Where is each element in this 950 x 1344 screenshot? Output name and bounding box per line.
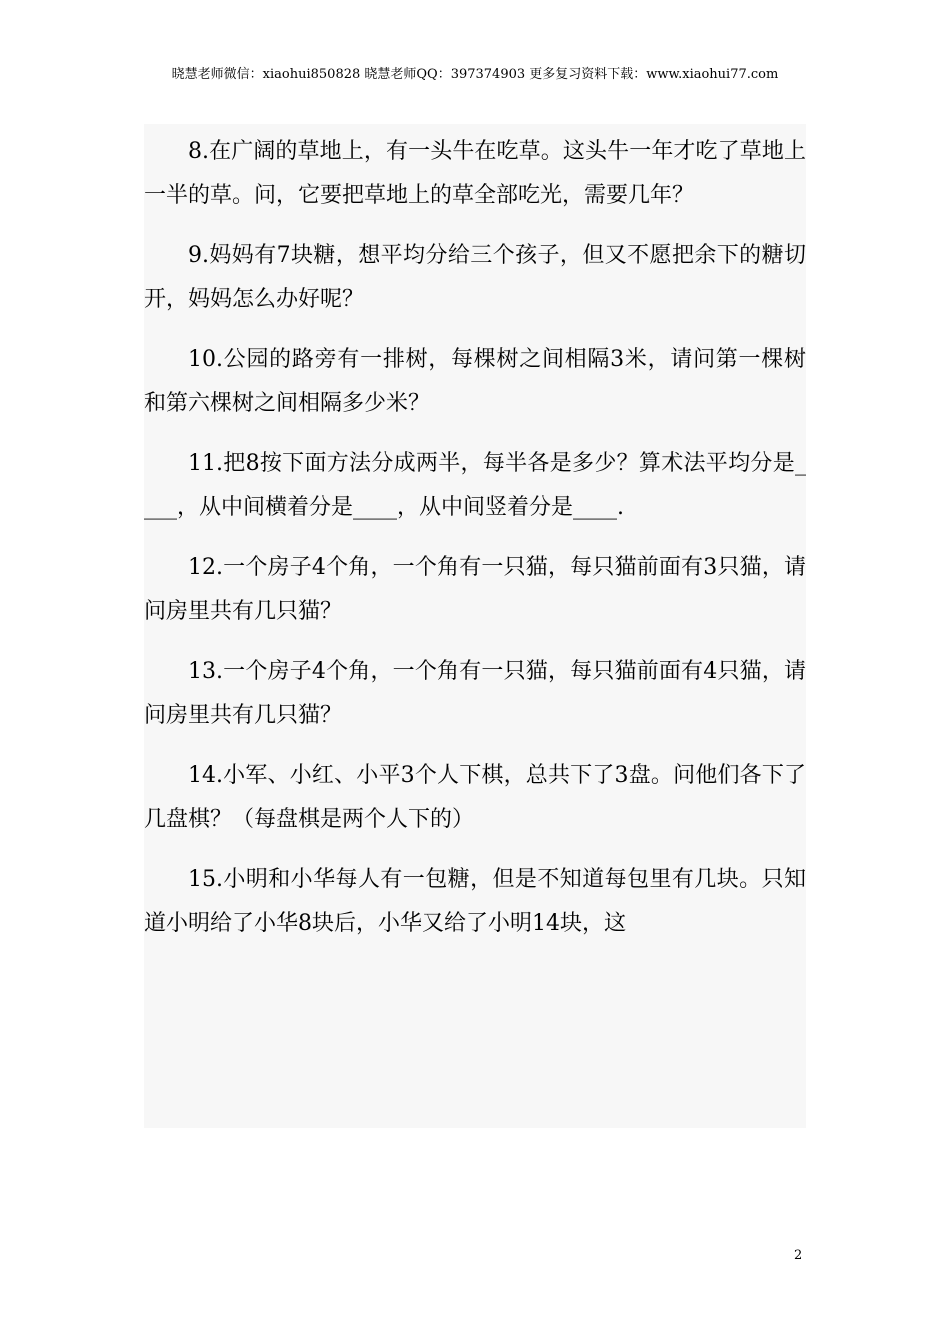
- question-10: 10.公园的路旁有一排树，每棵树之间相隔3米，请问第一棵树和第六棵树之间相隔多少米？: [144, 347, 806, 416]
- document-body: [144, 124, 806, 1128]
- question-13: 13.一个房子4个角，一个角有一只猫，每只猫前面有4只猫，请问房里共有几只猫？: [144, 659, 806, 728]
- question-14: 14.小军、小红、小平3个人下棋，总共下了3盘。问他们各下了几盘棋？（每盘棋是两个人下的）: [144, 763, 806, 832]
- question-15: 15.小明和小华每人有一包糖，但是不知道每包里有几块。只知道小明给了小华8块后，小华又给了小明14块，这: [144, 867, 806, 936]
- page-header: 晓慧老师微信：xiaohui850828 晓慧老师QQ：397374903 更多复习资料下载：www.xiaohui77.com: [171, 67, 779, 82]
- question-11: 11.把8按下面方法分成两半，每半各是多少？算术法平均分是____，从中间横着分是____，从中间竖着分是____.: [144, 451, 806, 520]
- page-number: 2: [794, 1248, 803, 1263]
- question-8: 8.在广阔的草地上，有一头牛在吃草。这头牛一年才吃了草地上一半的草。问，它要把草地上的草全部吃光，需要几年？: [144, 139, 806, 208]
- question-9: 9.妈妈有7块糖，想平均分给三个孩子，但又不愿把余下的糖切开，妈妈怎么办好呢？: [144, 243, 806, 312]
- question-12: 12.一个房子4个角，一个角有一只猫，每只猫前面有3只猫，请问房里共有几只猫？: [144, 555, 806, 624]
